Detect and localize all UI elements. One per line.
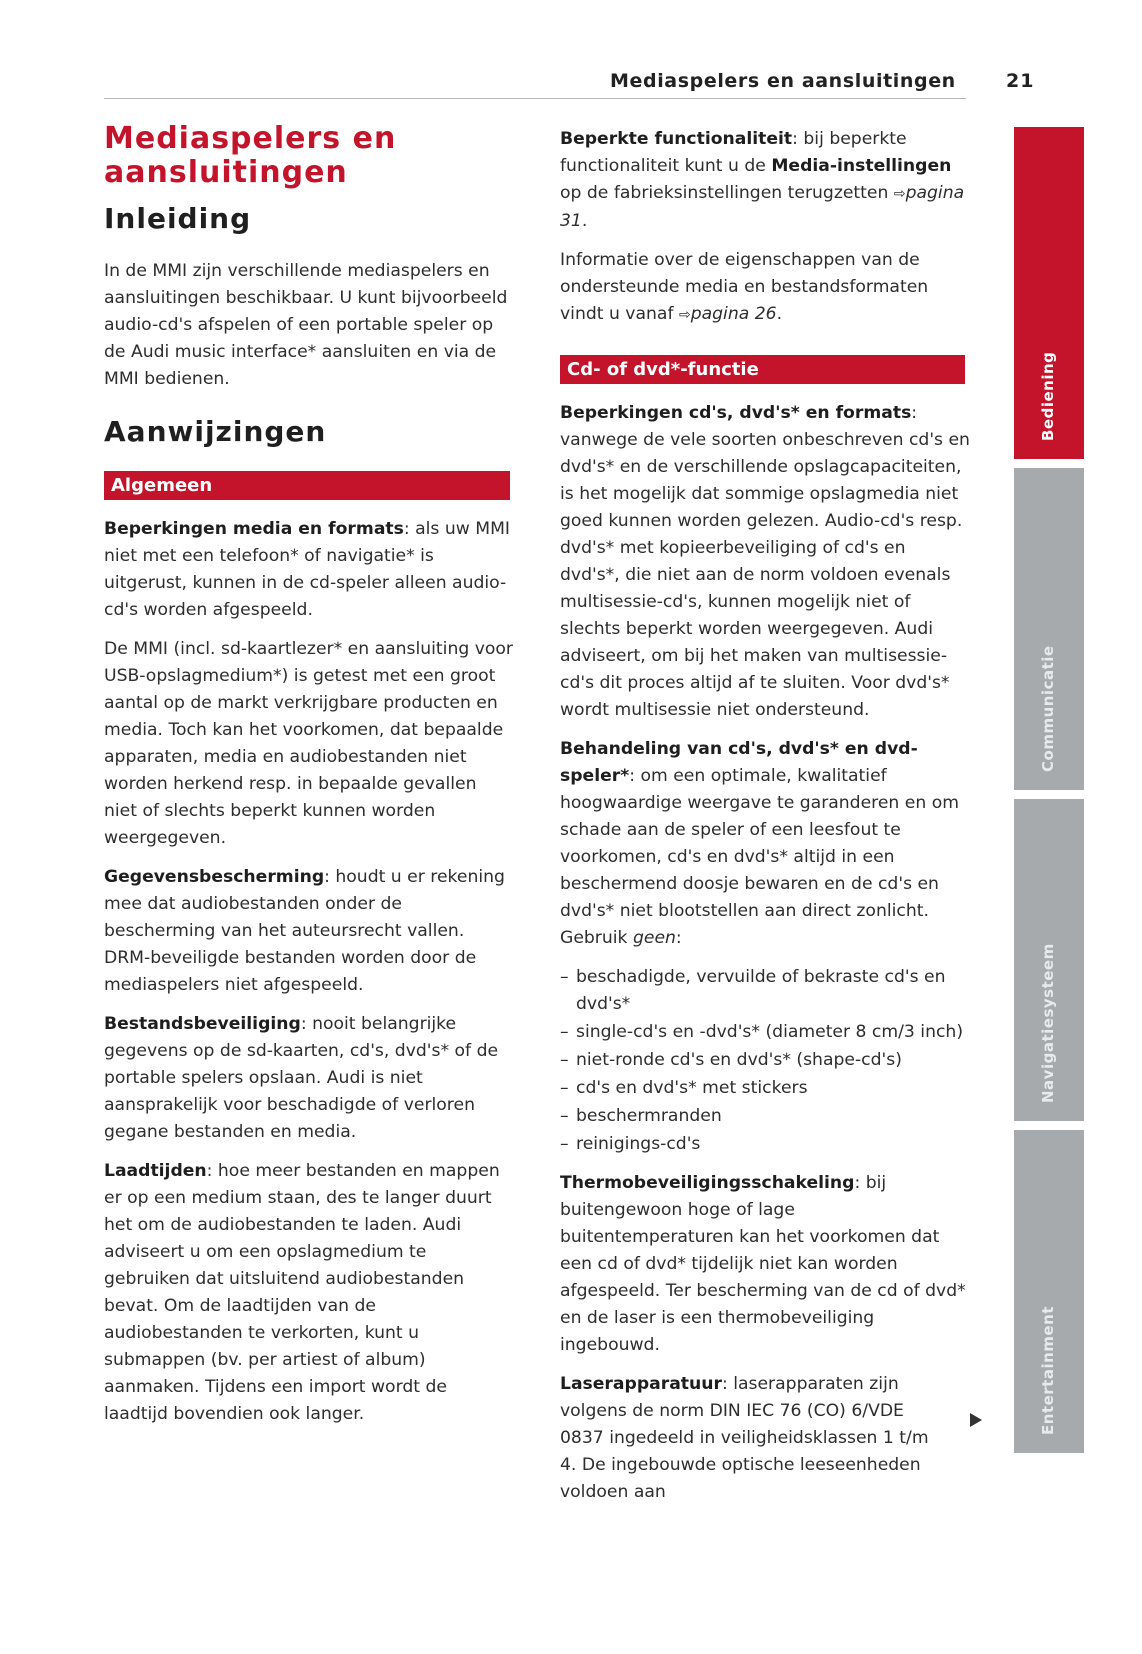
page-number: 21 [1006,70,1035,92]
paragraph-thermal-protection: Thermobeveiligingsschakeling: bij buitengewoon hoge of lage buitentemperaturen kan het voorkomen dat een cd of dvd* tijdelijk niet kan worden afgespeeld. Ter bescherming van de cd of dvd* en de laser is een thermobeveiliging ingebouwd. [560,1173,966,1355]
side-tab-label: Navigatiesysteem [1039,943,1057,1103]
side-tab-label: Bediening [1039,351,1057,441]
header-rule [104,98,966,99]
right-column [560,126,970,1518]
chapter-title: Mediaspelers en aansluitingen [104,121,397,190]
term: Beperkingen cd's, dvd's* en formats [560,403,912,423]
term: Laserapparatuur [560,1374,722,1394]
list-item: – niet-ronde cd's en dvd's* (shape-cd's) [560,1047,970,1074]
paragraph-data-protection: Gegevensbescherming: houdt u er rekening mee dat audiobestanden onder de bescherming van het auteursrecht vallen. DRM-beveiligde bestanden worden door de mediaspelers niet afgespeeld. [104,867,505,995]
side-tab-entertainment[interactable] [1014,1130,1084,1453]
list-item: – cd's en dvd's* met stickers [560,1075,970,1102]
intro-heading: Inleiding [104,202,252,235]
menu-term: Media-instellingen [771,156,952,176]
notes-heading: Aanwijzingen [104,415,327,448]
section-bar-algemeen: Algemeen [104,471,510,500]
side-tab-communicatie[interactable] [1014,468,1084,790]
paragraph-media-limits: Beperkingen media en formats: als uw MMI niet met een telefoon* of navigatie* is uitgerust, kunnen in de cd-speler alleen audio-cd's worden afgespeeld. [104,519,510,620]
list-item: – single-cd's en -dvd's* (diameter 8 cm/3 inch) [560,1019,970,1046]
paragraph-laser: Laserapparatuur: laserapparaten zijn volgens de norm DIN IEC 76 (CO) 6/VDE 0837 ingedeeld in veiligheidsklassen 1 t/m 4. De ingebouwde optische leeseenheden voldoen aan [560,1374,929,1502]
term: Beperkingen media en formats [104,519,404,539]
do-not-use-list [560,964,970,1158]
paragraph-cd-limits: Beperkingen cd's, dvd's* en formats: vanwege de vele soorten onbeschreven cd's en dvd's* en de verschillende opslagcapaciteiten, is het mogelijk dat sommige opslagmedia niet goed kunnen worden gelezen. Audio-cd's resp. dvd's* met kopieerbeveiliging of cd's en dvd's*, die niet aan de norm voldoen evenals multisessie-cd's, kunnen mogelijk niet of slechts beperkt worden weergegeven. Audi adviseert, om bij het maken van multisessie-cd's dit proces altijd af te sluiten. Voor dvd's* wordt multisessie niet ondersteund. [560,403,970,720]
list-item: – reinigings-cd's [560,1131,970,1158]
paragraph-limited-functionality: Beperkte functionaliteit: bij beperkte functionaliteit kunt u de Media-instellingen op de fabrieksinstellingen terugzetten ⇨pagina 31. [560,129,965,231]
page-reference-arrow-icon: ⇨ [678,307,691,323]
page-reference-link[interactable]: pagina 31 [560,183,965,231]
paragraph-cd-handling: Behandeling van cd's, dvd's* en dvd-speler*: om een optimale, kwalitatief hoogwaardige weergave te garanderen en om schade aan de speler of een leesfout te voorkomen, cd's en dvd's* altijd in een beschermend doosje bewaren en de cd's en dvd's* niet blootstellen aan direct zonlicht. Gebruik geen: [560,739,959,948]
list-item: – beschadigde, vervuilde of bekraste cd's en dvd's* [560,964,970,1018]
term: Bestandsbeveiliging [104,1014,301,1034]
paragraph-load-times: Laadtijden: hoe meer bestanden en mappen er op een medium staan, des te langer duurt het om de audiobestanden te laden. Audi adviseert u om een opslagmedium te gebruiken dat uitsluitend audiobestanden bevat. Om de laadtijden van de audiobestanden te verkorten, kunt u submappen (bv. per artiest of album) aanmaken. Tijdens een import wordt de laadtijd bovendien ook langer. [104,1161,500,1424]
continue-arrow-icon [970,1413,982,1427]
side-tab-navigatiesysteem[interactable] [1014,799,1084,1121]
side-tab-label: Communicatie [1039,645,1057,772]
term: Behandeling van cd's, dvd's* en dvd-speler* [560,739,918,786]
left-column [104,122,514,1440]
term: Gegevensbescherming [104,867,325,887]
term: Thermobeveiligingsschakeling [560,1173,855,1193]
paragraph-info: Informatie over de eigenschappen van de ondersteunde media en bestandsformaten vindt u vanaf ⇨pagina 26. [560,250,929,324]
running-title: Mediaspelers en aansluitingen [610,70,956,92]
section-bar-cd-dvd: Cd- of dvd*-functie [560,355,965,384]
page-reference-link[interactable]: pagina 26 [690,304,777,324]
page-reference-arrow-icon: ⇨ [893,186,906,202]
list-item: – beschermranden [560,1103,970,1130]
intro-paragraph: In de MMI zijn verschillende mediaspelers en aansluitingen beschikbaar. U kunt bijvoorbeeld audio-cd's afspelen of een portable speler op de Audi music interface* aansluiten en via de MMI bedienen. [104,261,508,389]
side-tab-bediening[interactable] [1014,127,1084,459]
paragraph-file-security: Bestandsbeveiliging: nooit belangrijke gegevens op de sd-kaarten, cd's, dvd's* of de portable spelers opslaan. Audi is niet aansprakelijk voor beschadigde of verloren gegane bestanden en media. [104,1014,499,1142]
paragraph-tested-media: De MMI (incl. sd-kaartlezer* en aansluiting voor USB-opslagmedium*) is getest met een groot aantal op de markt verkrijgbare producten en media. Toch kan het voorkomen, dat bepaalde apparaten, media en audiobestanden niet worden herkend resp. in bepaalde gevallen niet of slechts beperkt kunnen worden weergegeven. [104,639,513,848]
term: Laadtijden [104,1161,207,1181]
side-tab-label: Entertainment [1039,1306,1057,1435]
term: Beperkte functionaliteit [560,129,793,149]
